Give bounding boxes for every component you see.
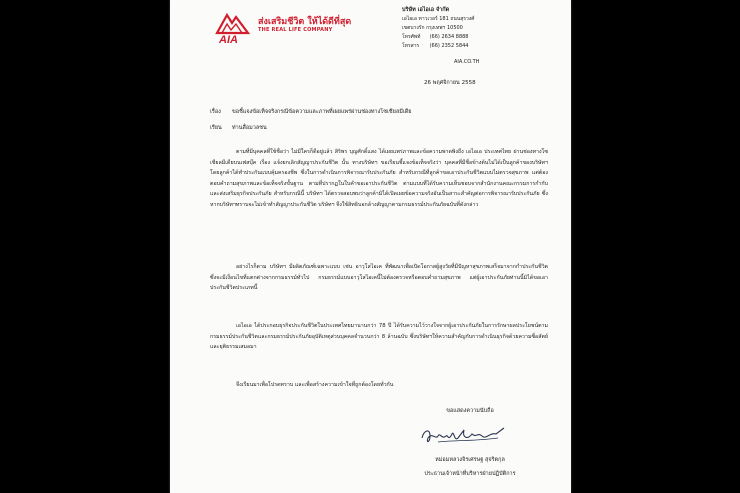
letter-date: 26 พฤศจิกายน 2558 (424, 80, 476, 86)
recipient-label: เรียน (210, 125, 222, 131)
company-phone-row (402, 33, 567, 42)
company-address: เอไอเอ ทาวเวอร์ 181 ถนนสุรวงศ์ (402, 16, 475, 22)
aia-logo-icon (214, 7, 254, 45)
closing-text: ขอแสดงความนับถือ (446, 408, 494, 414)
recipient-line (210, 124, 267, 132)
signer-title: ประธานเจ้าหน้าที่บริหารฝ่ายปฏิบัติการ (424, 471, 516, 477)
company-website: AIA.CO.TH (454, 59, 480, 65)
company-fax-row (402, 42, 567, 51)
subject-label: เรื่อง (210, 109, 221, 115)
signer-name: หม่อมหลวงจิรเศรษฐ สุจริตกุล (435, 457, 505, 463)
paragraph-4: จึงเรียนมาเพื่อโปรดทราบ และเพื่อสร้างความเข้าใจที่ถูกต้องโดยทั่วกัน (236, 382, 394, 388)
company-name: บริษัท เอไอเอ จำกัด (402, 7, 450, 13)
paragraph-2: อย่างไรก็ตาม บริษัทฯ มีผลิตภัณฑ์เฉพาะแบบ เช่น อาวุโสไอเค ที่พัฒนาเพื่อเปิดโอกาสผู้สูงวัยที่มีปัญหาสุขภาพเสร็จมาจากกำประกันชีวิต ซึ่งจะมีเงื่อนไขที่แตกต่างจากกรมธรรม์ทั่วไป กรมธรรม์แบบอาวุโสไอเคนี้ไม่ต้องตรวจหรือตอบคำถามสุขภาพ แต่ผู้เอาประกันภัยท่านนี้มิได้ขอเอาประกันชีวิตประเภทนี้ (210, 264, 548, 292)
paragraph-1: ตามที่มีบุคคลที่ใช้ชื่อว่า ไม่มีใครก็ดีอยู่แล้ว สิริพร บุญศักดิ์แสง ได้เผยแพร่ภาพและข้อความพาดพิงถึง เอไอเอ ประเทศไทย ผ่านช่องทางโซเชียลมีเดียบนเฟสบุ๊ค เรื่อง แจ้งยกเลิกสัญญาประกันชีวิต นั้น ทางบริษัทฯ ขอเรียนชี้แจงข้อเท็จจริงว่า บุคคลที่มีชื่อข้างต้นไม่ได้เป็นลูกค้าของบริษัทฯ โดยลูกค้าได้ทำประกันแบบคุ้มครองชีพ ซึ่งในการดำเนินการพิจารณารับประกันภัย สำหรับกรณีที่ลูกค้าขอเอาประกันชีวิตแบบไม่ตรวจสุขภาพ แต่ต้องตอบคำถามสุขภาพและข้อเท็จจริงขั้นฐาน ตามที่ปรากฏในใบคำขอเอาประกันชีวิต ตามแบบที่ได้รับความเห็นชอบจากสำนักงานคณะกรรมการกำกับและส่งเสริมธุรกิจประกันภัย สำหรับกรณีนี้ บริษัทฯ ได้ตรวจสอบพบว่าลูกค้ามิได้เปิดเผยข้อความจริงอันเป็นสาระสำคัญต่อการพิจารณารับประกันภัย ซึ่งหากบริษัทฯทราบจะไม่เข้าทำสัญญาประกันชีวิต บริษัทฯ จึงใช้สิทธิบอกล้างสัญญาตามกรมธรรม์ประกันภัยฉบับที่ดังกล่าว (210, 149, 548, 208)
subject-line (210, 108, 412, 116)
brand-tagline-th: ส่งเสริมชีวิต ให้ได้ดีที่สุด (258, 17, 352, 27)
aia-logo (214, 7, 352, 47)
phone-label: โทรศัพท์ (402, 34, 421, 40)
phone-number: (66) 2634 8888 (429, 34, 469, 40)
logo-wordmark: AIA (219, 34, 238, 45)
brand-tagline-en: THE REAL LIFE COMPANY (258, 27, 333, 33)
letter-page (170, 0, 571, 493)
company-info (402, 6, 567, 51)
paragraph-3: เอไอเอ ได้ประกอบธุรกิจประกันชีวิตในประเทศไทยมานานกว่า 78 ปี ได้รับความไว้วางใจจากผู้เอาประกันภัยในการรักษาผลประโยชน์ตามกรมธรรม์ประกันชีวิตและกรมธรรม์ประกันภัยอุบัติเหตุส่วนบุคคลจำนวนกว่า 8 ล้านฉบับ ซึ่งบริษัทฯให้ความสำคัญกับการดำเนินธุรกิจด้วยความซื่อสัตย์และยุติธรรมเสมอมา (210, 323, 548, 351)
fax-label: โทรสาร (402, 43, 420, 49)
fax-number: (66) 2352 5844 (429, 43, 469, 49)
subject-text: ขอชี้แจงข้อเท็จจริงกรณีข้อความและภาพที่เผยแพร่ผ่านช่องทางโซเชียลมีเดีย (232, 109, 412, 115)
company-address-line2: เขตบางรัก กรุงเทพฯ 10500 (402, 25, 463, 31)
recipient-text: ท่านสื่อมวลชน (232, 125, 267, 131)
signature-image (418, 424, 508, 448)
